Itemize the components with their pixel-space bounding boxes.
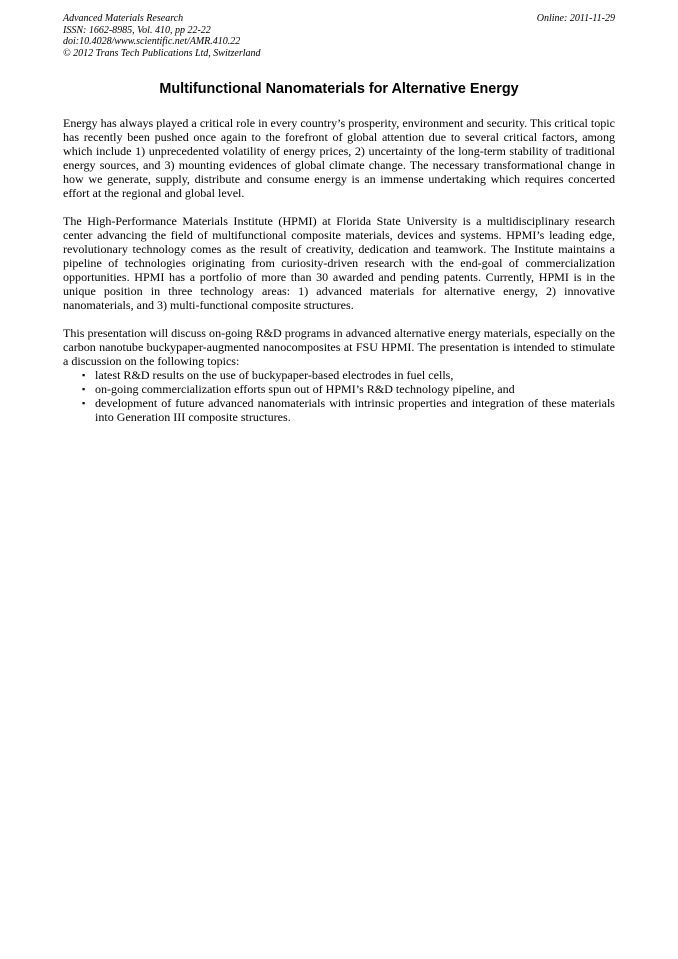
bullet-icon: ▪ [82, 384, 86, 394]
article-body [63, 116, 615, 424]
paragraph-2: The High-Performance Materials Institute (HPMI) at Florida State University is a multidisciplinary research center advancing the field of multifunctional composite materials, devices and systems. HPMI’s leading edge, revolutionary technology comes as the result of creativity, dedication and teamwork. The Institute maintains a pipeline of technologies originating from curiosity-driven research with the end-goal of commercialization opportunities. HPMI has a portfolio of more than 30 awarded and pending patents. Currently, HPMI is in the unique position in three technology areas: 1) advanced materials for alternative energy, 2) innovative nanomaterials, and 3) multi-functional composite structures. [63, 214, 615, 312]
list-item-text: latest R&D results on the use of buckypaper-based electrodes in fuel cells, [95, 368, 454, 382]
online-date: Online: 2011-11-29 [536, 13, 615, 24]
journal-doi: doi:10.4028/www.scientific.net/AMR.410.22 [63, 36, 241, 47]
list-item [63, 382, 615, 396]
bullet-icon: ▪ [82, 370, 86, 380]
paragraph-3: This presentation will discuss on-going R&D programs in advanced alternative energy materials, especially on the carbon nanotube buckypaper-augmented nanocomposites at FSU HPMI. The presentation is intended to stimulate a discussion on the following topics: [63, 326, 615, 368]
journal-info [63, 13, 261, 59]
list-item-text: on-going commercialization efforts spun out of HPMI’s R&D technology pipeline, and [95, 382, 515, 396]
bullet-icon: ▪ [82, 398, 86, 408]
list-item [63, 396, 615, 424]
topic-list [63, 368, 615, 424]
journal-copyright: © 2012 Trans Tech Publications Ltd, Switzerland [63, 47, 261, 59]
list-item-text: development of future advanced nanomaterials with intrinsic properties and integration of these materials into Generation III composite structures. [95, 396, 615, 424]
journal-name: Advanced Materials Research [63, 13, 184, 24]
journal-issn: ISSN: 1662-8985, Vol. 410, pp 22-22 [63, 24, 211, 36]
list-item [63, 368, 615, 382]
article-title: Multifunctional Nanomaterials for Alternative Energy [159, 81, 519, 97]
paragraph-1: Energy has always played a critical role in every country’s prosperity, environment and security. This critical topic has recently been pushed once again to the forefront of global attention due to several critical factors, among which include 1) unprecedented volatility of energy prices, 2) uncertainty of the long-term stability of traditional energy sources, and 3) mounting evidences of global climate change. The necessary transformational change in how we generate, supply, distribute and consume energy is an immense undertaking which requires concerted effort at the regional and global level. [63, 116, 615, 200]
